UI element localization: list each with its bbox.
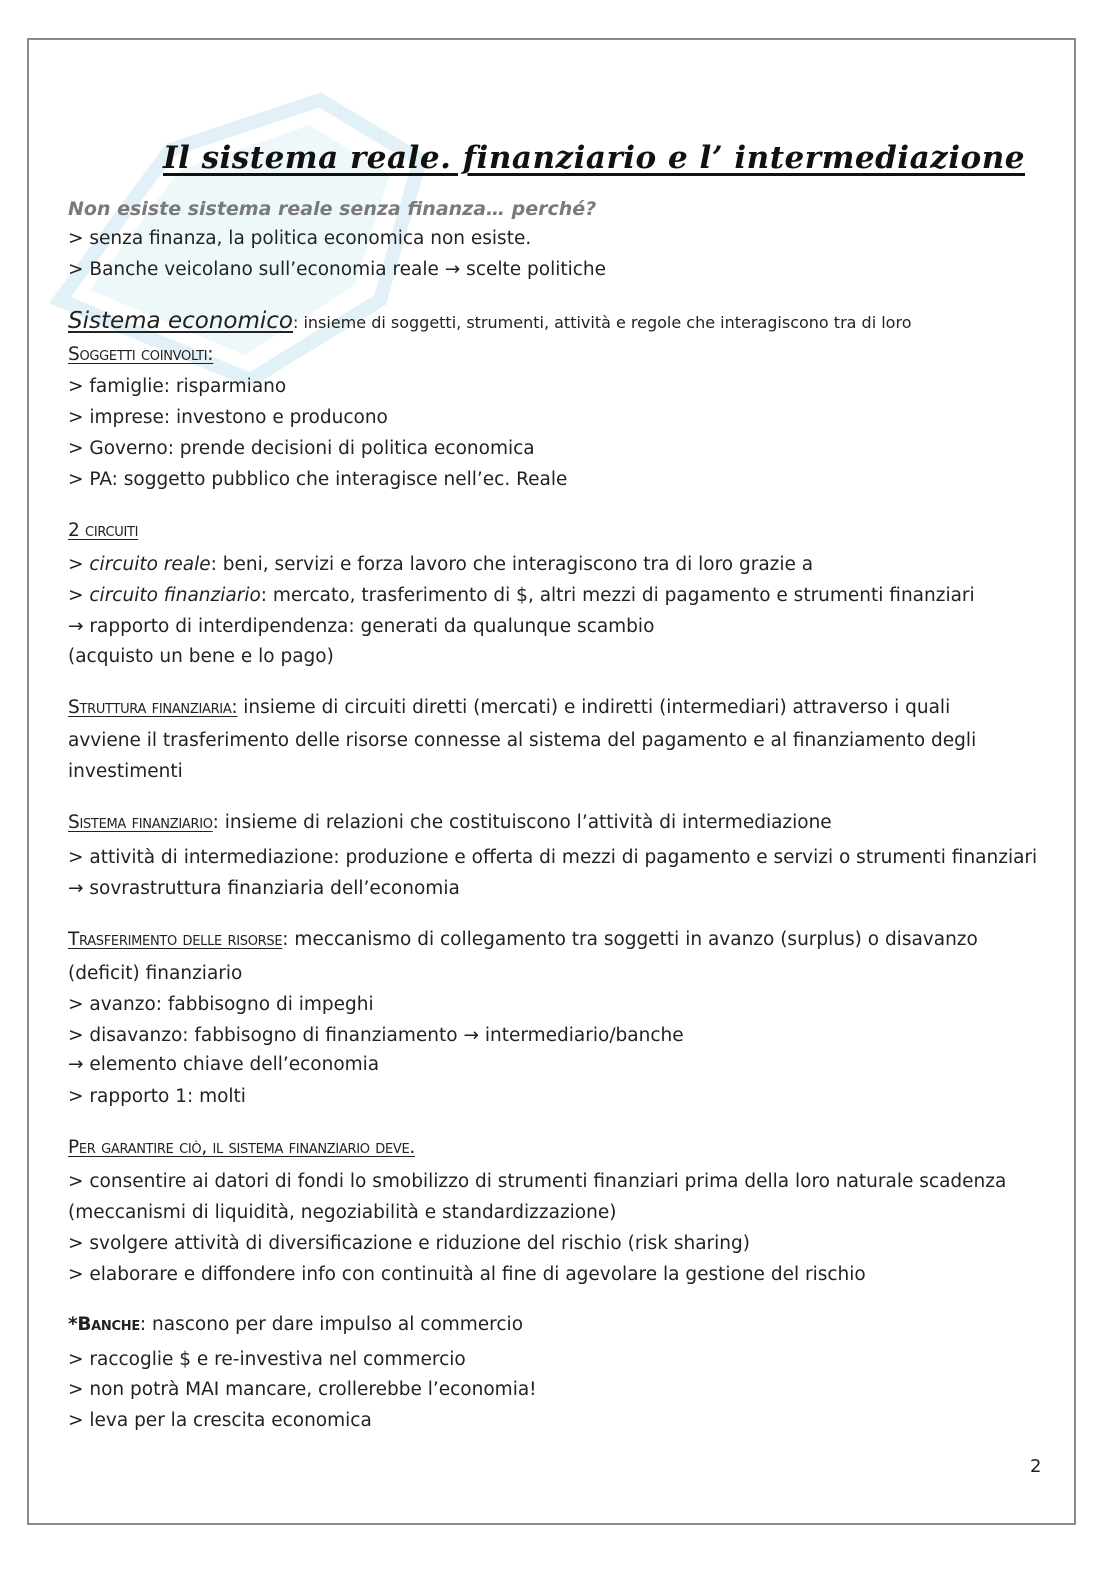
trasferimento-line [68, 928, 978, 952]
sistema-finanziario-item: > attività di intermediazione: produzione e offerta di mezzi di pagamento e servizi o strumenti finanziari [68, 847, 1038, 868]
struttura-heading: Struttura finanziaria: [68, 697, 238, 718]
circuito-finanziario-text: : mercato, trasferimento di $, altri mezzi di pagamento e strumenti finanziari [260, 585, 975, 606]
garantire-heading: Per garantire ciò, il sistema finanziario deve. [68, 1137, 415, 1158]
soggetti-item: > famiglie: risparmiano [68, 376, 287, 397]
intro-line-2: > Banche veicolano sull’economia reale → scelte politiche [68, 259, 607, 280]
circuiti-line: (acquisto un bene e lo pago) [68, 646, 334, 667]
garantire-item: > svolgere attività di diversificazione e riduzione del rischio (risk sharing) [68, 1233, 750, 1254]
soggetti-item: > Governo: prende decisioni di politica economica [68, 438, 535, 459]
circuito-finanziario-term: circuito finanziario [89, 585, 261, 606]
sistema-economico-def: : insieme di soggetti, strumenti, attività e regole che interagiscono tra di loro [292, 313, 912, 332]
trasferimento-item: > avanzo: fabbisogno di impeghi [68, 994, 374, 1015]
trasferimento-item: → elemento chiave dell’economia [68, 1054, 380, 1075]
banche-item: > non potrà MAI mancare, crollerebbe l’economia! [68, 1379, 537, 1400]
banche-line [68, 1313, 523, 1337]
sistema-economico-line [68, 309, 911, 335]
struttura-text: insieme di circuiti diretti (mercati) e indiretti (intermediari) attraverso i quali [237, 697, 951, 718]
circuito-reale-line: > circuito reale: beni, servizi e forza lavoro che interagiscono tra di loro grazie a [68, 554, 814, 575]
circuiti-heading: 2 circuiti [68, 520, 139, 541]
struttura-line: avviene il trasferimento delle risorse connesse al sistema del pagamento e al finanziamento degli [68, 730, 977, 751]
trasferimento-item: (deficit) finanziario [68, 963, 243, 984]
sistema-economico-term: Sistema economico [68, 308, 293, 334]
sistema-finanziario-heading: Sistema finanziario [68, 812, 213, 833]
circuiti-line: → rapporto di interdipendenza: generati da qualunque scambio [68, 616, 655, 637]
soggetti-heading: Soggetti coinvolti: [68, 344, 214, 365]
garantire-item: (meccanismi di liquidità, negoziabilità e standardizzazione) [68, 1202, 617, 1223]
circuito-finanziario-line: > circuito finanziario: mercato, trasferimento di $, altri mezzi di pagamento e strumenti finanziari [68, 585, 975, 606]
page-title: Il sistema reale. finanziario e l’ intermediazione [163, 140, 1025, 176]
trasferimento-def: : meccanismo di collegamento tra soggetti in avanzo (surplus) o disavanzo [282, 929, 978, 950]
struttura-line-1 [68, 696, 950, 720]
circuito-reale-term: circuito reale [89, 554, 211, 575]
banche-item: > leva per la crescita economica [68, 1410, 372, 1431]
soggetti-item: > PA: soggetto pubblico che interagisce nell’ec. Reale [68, 469, 568, 490]
soggetti-item: > imprese: investono e producono [68, 407, 388, 428]
circuito-reale-text: : beni, servizi e forza lavoro che interagiscono tra di loro grazie a [210, 554, 814, 575]
trasferimento-item: > rapporto 1: molti [68, 1086, 246, 1107]
garantire-item: > consentire ai datori di fondi lo smobilizzo di strumenti finanziari prima della loro naturale scadenza [68, 1171, 1007, 1192]
banche-heading: *Banche [68, 1314, 140, 1335]
garantire-item: > elaborare e diffondere info con continuità al fine di agevolare la gestione del rischio [68, 1264, 866, 1285]
intro-question: Non esiste sistema reale senza finanza… perché? [68, 198, 597, 220]
intro-line-1: > senza finanza, la politica economica non esiste. [68, 228, 532, 249]
banche-def: : nascono per dare impulso al commercio [139, 1314, 524, 1335]
sistema-finanziario-item: → sovrastruttura finanziaria dell’economia [68, 878, 460, 899]
struttura-line: investimenti [68, 761, 183, 782]
trasferimento-heading: Trasferimento delle risorse [68, 929, 283, 950]
sistema-finanziario-def: : insieme di relazioni che costituiscono l’attività di intermediazione [212, 812, 832, 833]
banche-item: > raccoglie $ e re-investiva nel commercio [68, 1349, 466, 1370]
page-number: 2 [1030, 1456, 1042, 1477]
sistema-finanziario-line [68, 811, 832, 835]
trasferimento-item: > disavanzo: fabbisogno di finanziamento → intermediario/banche [68, 1025, 684, 1046]
